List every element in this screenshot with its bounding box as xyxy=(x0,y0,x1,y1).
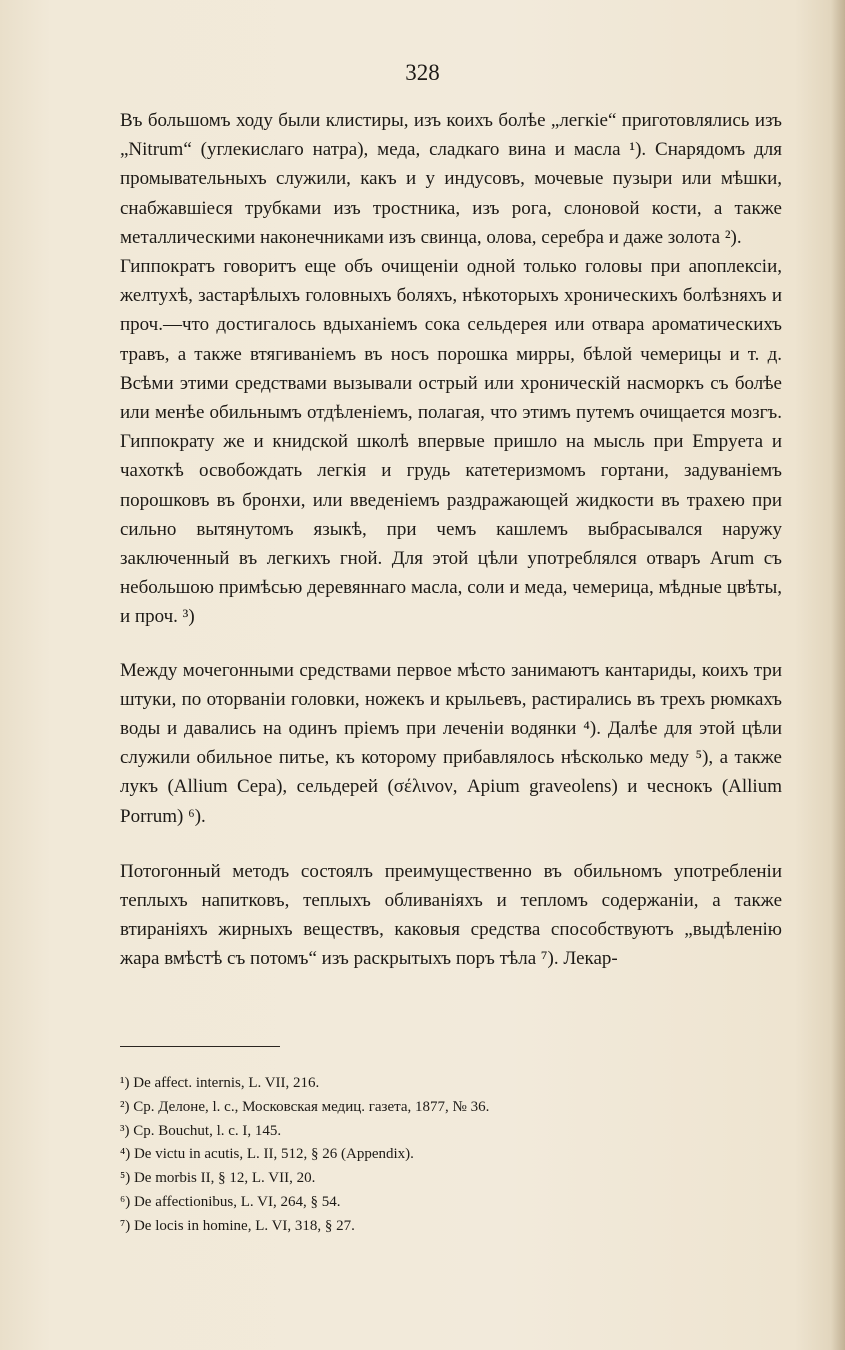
page-number: 328 xyxy=(405,60,440,85)
page-spine-shadow xyxy=(831,0,845,1350)
footnote-6: ⁶) De affectionibus, L. VI, 264, § 54. xyxy=(120,1193,341,1210)
footnotes xyxy=(120,1072,740,1239)
footnote-7: ⁷) De locis in homine, L. VI, 318, § 27. xyxy=(120,1217,355,1234)
paragraph-head-cleansing: Гиппократъ говоритъ еще объ очищеніи одной только головы при апоплексіи, желтухѣ, застарѣлыхъ головныхъ боляхъ, нѣкоторыхъ хроническихъ болѣзняхъ и проч.—что достигалось вдыханіемъ сока сельдерея или отвара ароматическихъ травъ, а также втягиваніемъ въ носъ порошка мирры, бѣлой чемерицы и т. д. Всѣми этими средствами вызывали острый или хроническій насморкъ съ болѣе или менѣе обильнымъ отдѣленіемъ, полагая, что этимъ путемъ очищается мозгъ. Гиппократу же и книдской школѣ впервые пришло на мысль при Empyeта и чахоткѣ освобождать легкія и грудь катетеризмомъ гортани, задуваніемъ порошковъ въ бронхи, или введеніемъ раздражающей жидкости въ трахею при сильно вытянутомъ языкѣ, при чемъ кашлемъ выбрасывался наружу заключенный въ легкихъ гной. Для этой цѣли употреблялся отваръ Arum съ небольшою примѣсью деревяннаго масла, соли и меда, чемерица, мѣдные цвѣты, и проч. ³) xyxy=(120,256,782,628)
footnote-4: ⁴) De victu in acutis, L. II, 512, § 26 (Appendix). xyxy=(120,1146,414,1163)
footnote-divider xyxy=(120,1046,280,1047)
main-text xyxy=(120,106,782,974)
paragraph-diuretics: Между мочегонными средствами первое мѣсто занимаютъ кантариды, коихъ три штуки, по оторваніи головки, ножекъ и крыльевъ, растирались въ трехъ рюмкахъ воды и давались на одинъ пріемъ при леченіи водянки ⁴). Далѣе для этой цѣли служили обильное питье, къ которому прибавлялось нѣсколько меду ⁵), а также лукъ (Allium Cepa), сельдерей (σέλινον, Apium graveolens) и чеснокъ (Allium Porrum) ⁶). xyxy=(120,659,782,827)
footnote-2: ²) Ср. Делоне, l. c., Московская медиц. газета, 1877, № 36. xyxy=(120,1098,490,1115)
paragraph-sudorific-method: Потогонный методъ состоялъ преимущественно въ обильномъ употребленіи теплыхъ напитковъ, теплыхъ обливаніяхъ и тепломъ содержаніи, а также втираніяхъ жирныхъ веществъ, каковыя средства способствуютъ „выдѣленію жара вмѣстѣ съ потомъ“ изъ раскрытыхъ поръ тѣла ⁷). Лекар- xyxy=(120,860,782,970)
paragraph-enemas: Въ большомъ ходу были клистиры, изъ коихъ болѣе „легкіе“ приготовлялись изъ „Nitrum“ (углекислаго натра), меда, сладкаго вина и масла ¹). Снарядомъ для промывательныхъ служили, какъ и у индусовъ, мочевые пузыри или мѣшки, снабжавшіеся трубками изъ тростника, изъ рога, слоновой кости, а также металлическими наконечниками изъ свинца, олова, серебра и даже золота ²). xyxy=(120,110,782,248)
footnote-3: ³) Ср. Bouchut, l. c. I, 145. xyxy=(120,1122,282,1139)
footnote-1: ¹) De affect. internis, L. VII, 216. xyxy=(120,1075,320,1091)
footnote-5: ⁵) De morbis II, § 12, L. VII, 20. xyxy=(120,1170,316,1187)
